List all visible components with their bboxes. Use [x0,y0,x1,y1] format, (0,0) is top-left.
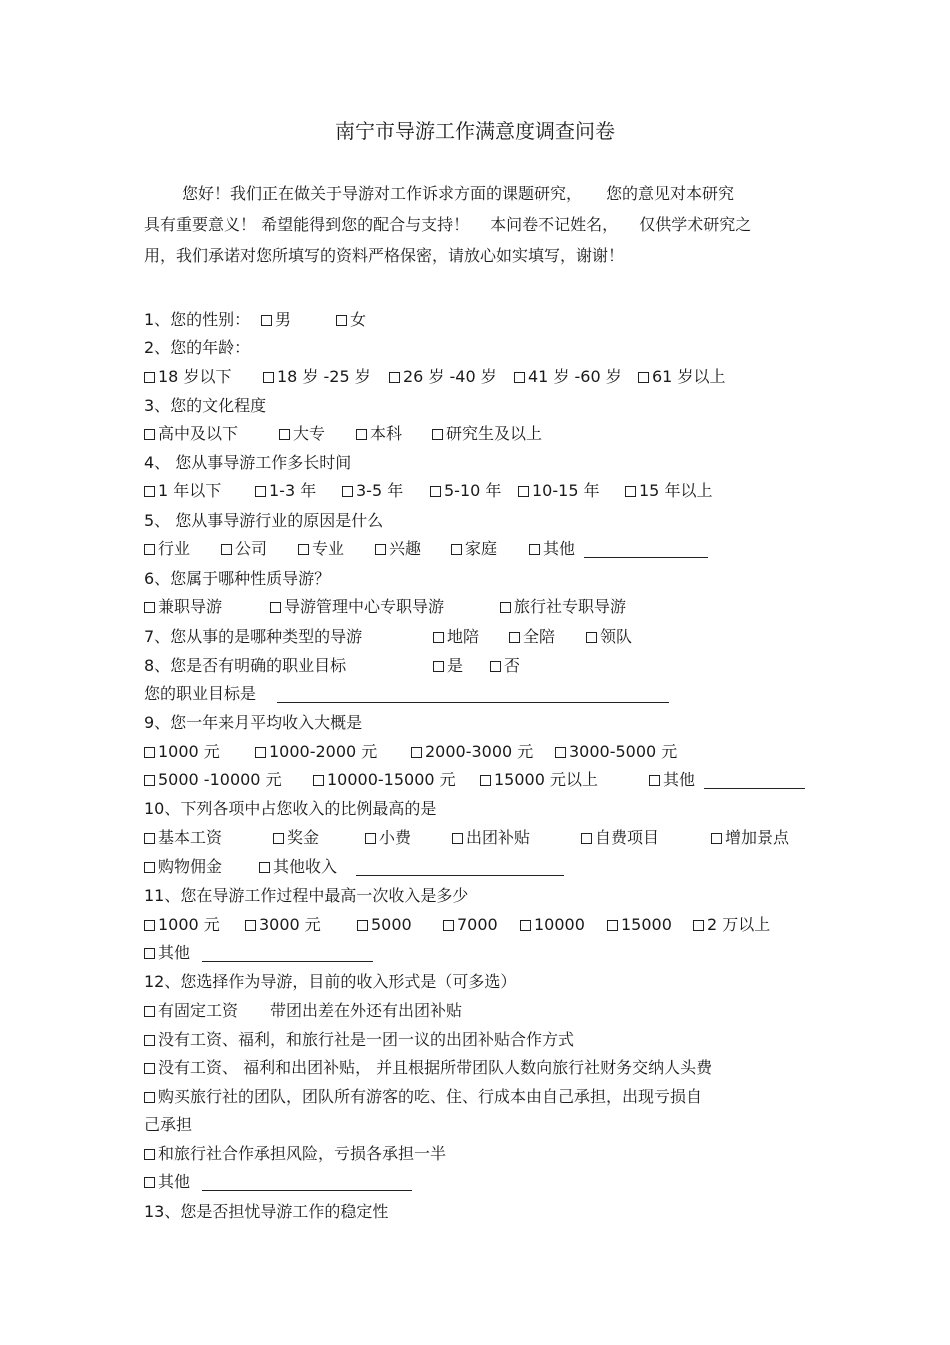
q12-label: 12、您选择作为导游，目前的收入形式是（可多选） [144,972,517,991]
checkbox[interactable] [144,1149,155,1160]
checkbox[interactable] [255,747,266,758]
q12-option-other[interactable]: 其他 [144,1172,190,1192]
q2-option[interactable]: 61 岁以上 [638,367,725,387]
q9-option[interactable]: 3000-5000 元 [555,742,677,762]
q10-option[interactable]: 基本工资 [144,828,222,848]
checkbox[interactable] [144,747,155,758]
q9-option[interactable]: 1000 元 [144,742,220,762]
q4-label: 4、 您从事导游工作多长时间 [144,453,352,472]
checkbox[interactable] [443,920,454,931]
q6-label: 6、您属于哪种性质导游？ [144,569,331,588]
q7-label: 7、您从事的是哪种类型的导游 [144,627,363,646]
checkbox[interactable] [649,775,660,786]
checkbox[interactable] [607,920,618,931]
q12-option[interactable]: 没有工资、 福利和出团补贴， 并且根据所带团队人数向旅行社财务交纳人头费 [144,1058,712,1078]
q13-label: 13、您是否担忧导游工作的稳定性 [144,1202,389,1221]
q2-label: 2、您的年龄： [144,338,251,357]
q10-option[interactable]: 增加景点 [711,828,789,848]
q10-label: 10、下列各项中占您收入的比例最高的是 [144,799,437,818]
checkbox[interactable] [144,1035,155,1046]
q3-option[interactable]: 研究生及以上 [432,424,542,444]
checkbox[interactable] [221,544,232,555]
checkbox[interactable] [261,315,272,326]
q11-option[interactable]: 2 万以上 [693,915,770,935]
checkbox[interactable] [279,429,290,440]
q8-goal-blank[interactable] [277,702,669,703]
q3-option[interactable]: 大专 [279,424,325,444]
checkbox[interactable] [144,1063,155,1074]
checkbox[interactable] [518,486,529,497]
q7-option[interactable]: 全陪 [509,627,555,647]
q6-option[interactable]: 兼职导游 [144,597,222,617]
q11-option[interactable]: 7000 [443,915,498,935]
q2-option[interactable]: 18 岁以下 [144,367,231,387]
q9-option[interactable]: 15000 元以上 [480,770,598,790]
checkbox[interactable] [581,833,592,844]
checkbox[interactable] [144,486,155,497]
q4-option[interactable]: 10-15 年 [518,481,600,501]
q4-option[interactable]: 15 年以上 [625,481,712,501]
q12-other-blank[interactable] [202,1190,412,1191]
q12-option[interactable]: 没有工资、福利，和旅行社是一团一议的出团补贴合作方式 [144,1030,574,1050]
checkbox[interactable] [144,1092,155,1103]
checkbox[interactable] [336,315,347,326]
checkbox[interactable] [586,632,597,643]
q9-other-blank[interactable] [704,788,805,789]
q4-option[interactable]: 3-5 年 [342,481,403,501]
checkbox[interactable] [452,833,463,844]
checkbox[interactable] [529,544,540,555]
q5-option[interactable]: 兴趣 [375,539,421,559]
checkbox[interactable] [638,372,649,383]
checkbox[interactable] [144,775,155,786]
q11-option[interactable]: 1000 元 [144,915,220,935]
q7-option[interactable]: 领队 [586,627,632,647]
q12-option[interactable]: 和旅行社合作承担风险，亏损各承担一半 [144,1144,446,1164]
checkbox[interactable] [144,372,155,383]
q8-goal-label: 您的职业目标是 [144,684,257,703]
q9-option[interactable]: 2000-3000 元 [411,742,533,762]
checkbox[interactable] [144,948,155,959]
q2-option[interactable]: 41 岁 -60 岁 [514,367,622,387]
checkbox[interactable] [144,1177,155,1188]
checkbox[interactable] [270,602,281,613]
checkbox[interactable] [144,862,155,873]
q3-label: 3、您的文化程度 [144,396,267,415]
checkbox[interactable] [509,632,520,643]
intro-line-1: 您好！我们正在做关于导游对工作诉求方面的课题研究， 您的意见对本研究 [182,184,735,203]
q11-other-blank[interactable] [202,961,373,962]
q5-option[interactable]: 家庭 [451,539,497,559]
checkbox[interactable] [357,920,368,931]
q5-option[interactable]: 行业 [144,539,190,559]
q10-option[interactable]: 出团补贴 [452,828,530,848]
checkbox[interactable] [144,429,155,440]
checkbox[interactable] [625,486,636,497]
q11-option[interactable]: 3000 元 [245,915,321,935]
q4-option[interactable]: 1-3 年 [255,481,316,501]
q9-option[interactable]: 5000 -10000 元 [144,770,282,790]
q7-option[interactable]: 地陪 [433,627,479,647]
q10-option[interactable]: 自费项目 [581,828,659,848]
checkbox[interactable] [273,833,284,844]
q9-label: 9、您一年来月平均收入大概是 [144,713,363,732]
checkbox[interactable] [389,372,400,383]
checkbox[interactable] [298,544,309,555]
q12-option[interactable]: 购买旅行社的团队，团队所有游客的吃、住、行成本由自己承担，出现亏损自 [144,1087,702,1107]
q8-option-yes[interactable]: 是 [433,656,463,676]
intro-line-3: 用，我们承诺对您所填写的资料严格保密，请放心如实填写，谢谢！ [144,246,625,265]
checkbox[interactable] [365,833,376,844]
q5-other-blank[interactable] [584,557,708,558]
q10-option[interactable]: 购物佣金 [144,857,222,877]
checkbox[interactable] [144,1006,155,1017]
intro-line-2: 具有重要意义！ 希望能得到您的配合与支持！ 本问卷不记姓名， 仅供学术研究之 [144,215,752,234]
checkbox[interactable] [430,486,441,497]
q9-option-other[interactable]: 其他 [649,770,695,790]
checkbox[interactable] [255,486,266,497]
q11-label: 11、您在导游工作过程中最高一次收入是多少 [144,886,469,905]
checkbox[interactable] [433,661,444,672]
checkbox[interactable] [433,632,444,643]
q4-option[interactable]: 5-10 年 [430,481,501,501]
q5-option[interactable]: 其他 [529,539,575,559]
q10-option[interactable]: 奖金 [273,828,319,848]
checkbox[interactable] [500,602,511,613]
checkbox[interactable] [245,920,256,931]
q11-option[interactable]: 5000 [357,915,412,935]
checkbox[interactable] [144,833,155,844]
q1-option-female[interactable]: 女 [336,310,366,330]
checkbox[interactable] [144,920,155,931]
q9-option[interactable]: 1000-2000 元 [255,742,377,762]
q4-option[interactable]: 1 年以下 [144,481,221,501]
q8-label: 8、您是否有明确的职业目标 [144,656,347,675]
q11-option[interactable]: 10000 [520,915,585,935]
checkbox[interactable] [144,602,155,613]
checkbox[interactable] [432,429,443,440]
q3-option[interactable]: 高中及以下 [144,424,238,444]
checkbox[interactable] [313,775,324,786]
checkbox[interactable] [520,920,531,931]
checkbox[interactable] [356,429,367,440]
q12-option[interactable]: 有固定工资 带团出差在外还有出团补贴 [144,1001,462,1021]
q1-option-male[interactable]: 男 [261,310,291,330]
q5-label: 5、 您从事导游行业的原因是什么 [144,511,384,530]
q6-option[interactable]: 旅行社专职导游 [500,597,626,617]
checkbox[interactable] [144,544,155,555]
q6-option[interactable]: 导游管理中心专职导游 [270,597,444,617]
q8-option-no[interactable]: 否 [490,656,520,676]
q11-option-other[interactable]: 其他 [144,943,190,963]
checkbox[interactable] [259,862,270,873]
q2-option[interactable]: 26 岁 -40 岁 [389,367,497,387]
checkbox[interactable] [555,747,566,758]
checkbox[interactable] [342,486,353,497]
q10-option-other[interactable]: 其他收入 [259,857,337,877]
checkbox[interactable] [263,372,274,383]
checkbox[interactable] [693,920,704,931]
q12-option-wrap: 己承担 [144,1115,193,1134]
checkbox[interactable] [375,544,386,555]
q9-option[interactable]: 10000-15000 元 [313,770,456,790]
q5-option[interactable]: 公司 [221,539,267,559]
checkbox[interactable] [514,372,525,383]
page-title: 南宁市导游工作满意度调查问卷 [335,119,615,143]
q10-other-blank[interactable] [356,875,564,876]
q10-option[interactable]: 小费 [365,828,411,848]
checkbox[interactable] [451,544,462,555]
checkbox[interactable] [711,833,722,844]
checkbox[interactable] [480,775,491,786]
q5-option[interactable]: 专业 [298,539,344,559]
q1-label: 1、您的性别： [144,310,251,329]
checkbox[interactable] [490,661,501,672]
q3-option[interactable]: 本科 [356,424,402,444]
q2-option[interactable]: 18 岁 -25 岁 [263,367,371,387]
q11-option[interactable]: 15000 [607,915,672,935]
checkbox[interactable] [411,747,422,758]
